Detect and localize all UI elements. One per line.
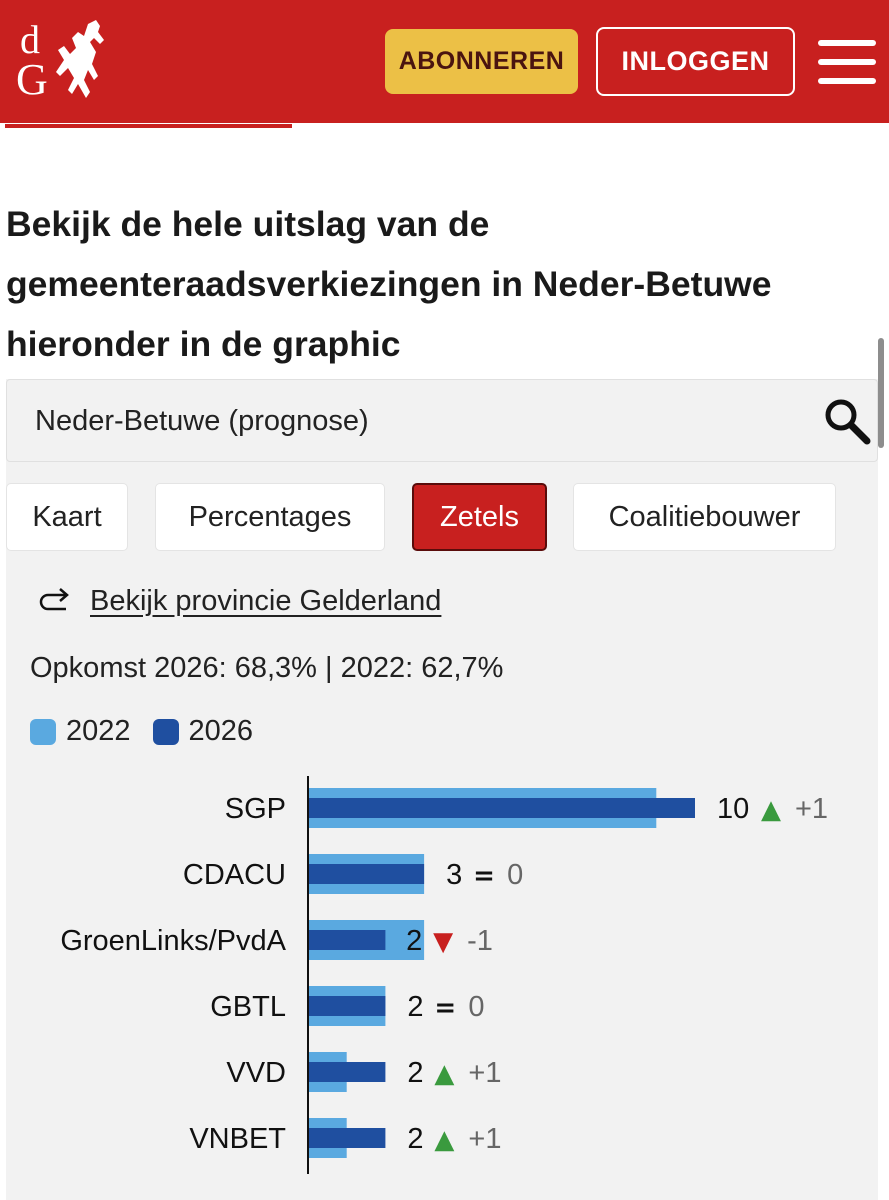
section-underline	[5, 124, 292, 128]
legend-label-2026: 2026	[188, 715, 254, 747]
seat-value-cdacu: 3	[446, 859, 463, 891]
tab-kaart[interactable]: Kaart	[6, 483, 128, 551]
scrollbar-thumb[interactable]	[878, 338, 884, 448]
tab-zetels[interactable]: Zetels	[412, 483, 547, 551]
province-link[interactable]	[36, 585, 441, 618]
change-value-sgp: +1	[795, 793, 829, 825]
legend-swatch-2026	[153, 719, 179, 745]
change-value-gbtl: 0	[468, 991, 485, 1023]
search-icon[interactable]	[822, 396, 872, 446]
tab-coalitiebouwer[interactable]: Coalitiebouwer	[573, 483, 836, 551]
return-arrow-icon	[36, 587, 76, 617]
party-label-vvd: VVD	[226, 1057, 286, 1089]
seat-value-gbtl: 2	[407, 991, 424, 1023]
bar-2026-groenlinks-pvda	[308, 930, 385, 950]
seat-value-sgp: 10	[717, 793, 750, 825]
change-value-groenlinks-pvda: -1	[467, 925, 493, 957]
login-button[interactable]: INLOGGEN	[596, 27, 795, 96]
change-symbol-cdacu: =	[473, 861, 495, 891]
legend-label-2022: 2022	[66, 715, 131, 747]
municipality-search[interactable]	[6, 379, 878, 462]
change-value-vvd: +1	[468, 1057, 502, 1089]
article-intro: Bekijk de hele uitslag van de gemeenteraadsverkiezingen in Neder-Betuwe hieronder in de graphic	[6, 204, 772, 364]
logo-letter-d: d	[20, 17, 40, 62]
bar-2026-sgp	[308, 798, 695, 818]
party-label-gbtl: GBTL	[210, 991, 286, 1023]
party-label-vnbet: VNBET	[189, 1123, 286, 1155]
horse-icon	[48, 18, 108, 104]
seat-value-vnbet: 2	[407, 1123, 424, 1155]
party-label-cdacu: CDACU	[182, 859, 286, 891]
change-value-vnbet: +1	[468, 1123, 502, 1155]
turnout-text: Opkomst 2026: 68,3% | 2022: 62,7%	[30, 652, 504, 684]
change-symbol-vnbet: ▲	[434, 1125, 455, 1155]
subscribe-button[interactable]: ABONNEREN	[385, 29, 578, 94]
logo[interactable]	[10, 18, 110, 108]
seats-bar-chart	[0, 760, 889, 1180]
hamburger-icon[interactable]	[818, 40, 876, 84]
top-bar	[0, 0, 889, 123]
change-symbol-groenlinks-pvda: ▼	[433, 927, 454, 957]
bar-2026-vvd	[308, 1062, 385, 1082]
seat-value-groenlinks-pvda: 2	[406, 925, 423, 957]
bar-2026-vnbet	[308, 1128, 385, 1148]
chart-legend	[30, 715, 275, 748]
change-symbol-sgp: ▲	[761, 795, 781, 825]
search-input[interactable]: Neder-Betuwe (prognose)	[35, 405, 369, 437]
party-label-groenlinks-pvda: GroenLinks/PvdA	[60, 925, 286, 957]
legend-item-2022	[30, 715, 131, 748]
change-symbol-gbtl: =	[434, 993, 457, 1023]
party-label-sgp: SGP	[224, 793, 286, 825]
bar-2026-cdacu	[308, 864, 424, 884]
change-symbol-vvd: ▲	[434, 1059, 455, 1089]
bar-2026-gbtl	[308, 996, 385, 1016]
legend-item-2026	[153, 715, 254, 748]
tab-percentages[interactable]: Percentages	[155, 483, 385, 551]
seat-value-vvd: 2	[407, 1057, 424, 1089]
logo-letter-g: G	[16, 55, 48, 104]
province-link-label[interactable]: Bekijk provincie Gelderland	[90, 585, 442, 617]
change-value-cdacu: 0	[507, 859, 524, 891]
legend-swatch-2022	[30, 719, 56, 745]
